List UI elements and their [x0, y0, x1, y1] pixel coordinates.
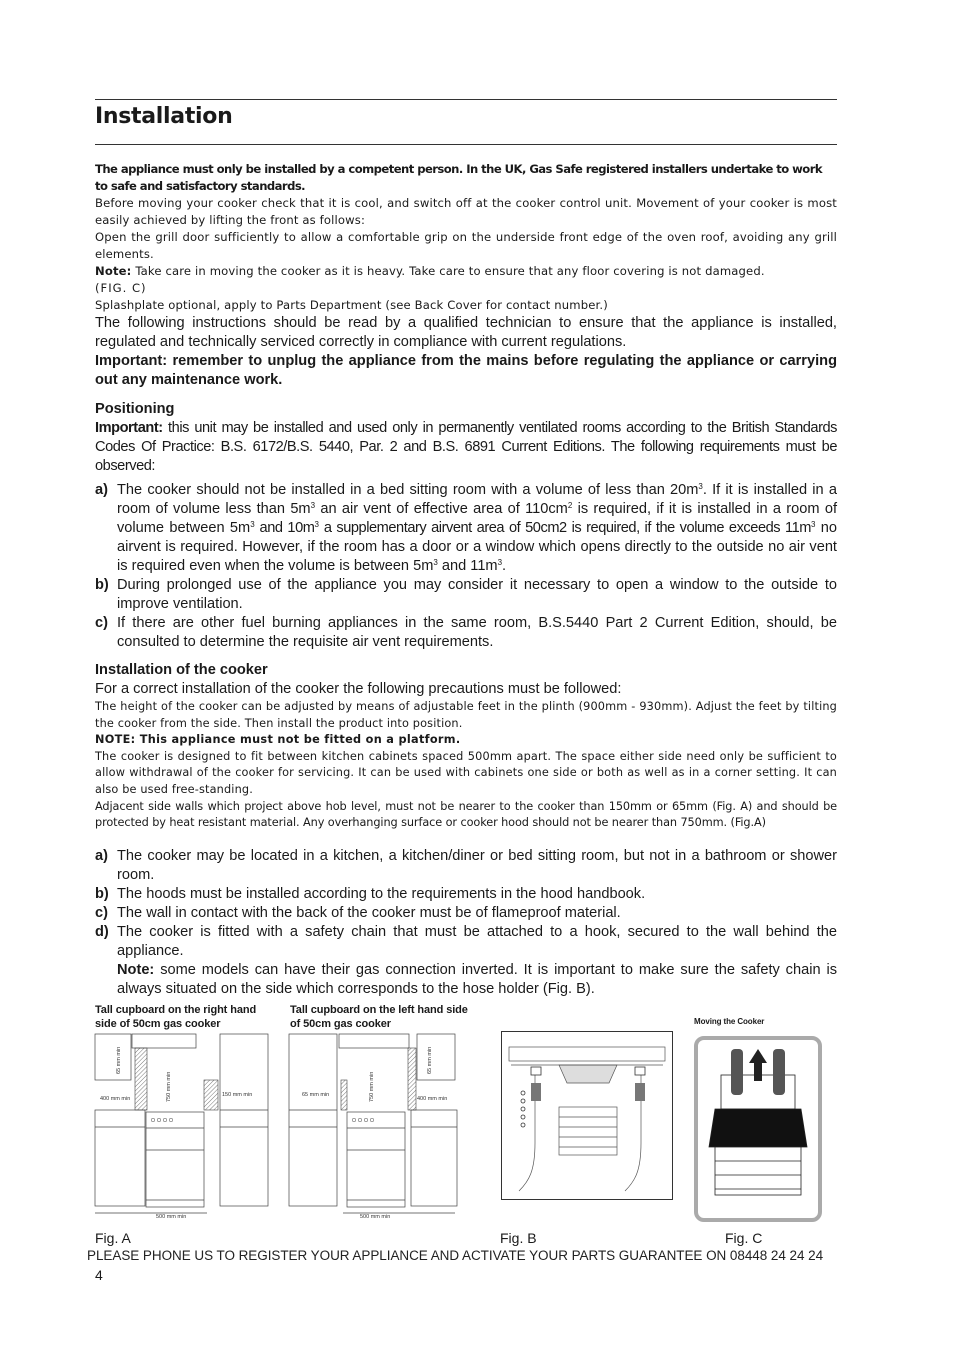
moving-note: [95, 263, 837, 280]
install-d-label: d): [95, 924, 109, 940]
positioning-item-a: [95, 481, 837, 576]
item-a-text-6: a supplementary airvent area of 50cm2 is required, if the volume exceeds 11m: [318, 520, 811, 536]
moving-paragraph: Before moving your cooker check that it is cool, and switch off at the cooker control unit. Movement of your cooker is most easily achieved by lifting the front as follows:: [95, 196, 837, 227]
right-arm: [773, 1049, 785, 1095]
item-a-text-5: and 10m: [254, 520, 315, 536]
top-rule: [95, 99, 837, 100]
superscript: 3: [314, 520, 319, 529]
item-b-text: During prolonged use of the appliance you may consider it necessary to open a window to the outside to improve ventilation.: [117, 577, 837, 612]
item-a-text-4: is required, if it is installed in a room of volume between 5m: [117, 501, 837, 536]
fig-b-label: Fig. B: [500, 1230, 537, 1246]
left-arm: [731, 1049, 743, 1095]
item-a-text-1: The cooker should not be installed in a bed sitting room with a volume of less than 20m: [117, 482, 699, 498]
superscript: 3: [310, 501, 316, 510]
height-paragraph: The height of the cooker can be adjusted by means of adjustable feet in the plinth (900mm - 930mm). Adjust the feet by tilting the cooker from the side. Then install the product into position.: [95, 700, 837, 730]
splashplate-paragraph: Splashplate optional, apply to Parts Department (see Back Cover for contact number.): [95, 298, 608, 312]
dim-label-500: 500 mm min: [156, 1214, 187, 1220]
competent-person-warning: The appliance must only be installed by a competent person. In the UK, Gas Safe registered installers undertake to work to safe and satisfactory standards.: [95, 162, 823, 193]
positioning-important-text: this unit may be installed and used only in permanently ventilated rooms according to the British Standards Codes Of Practice: B.S. 6172/B.S. 5440, Par. 2 and B.S. 6891 Current Editions. The following requirements must be observed:: [95, 420, 838, 474]
dim-label-65: 65 mm min: [427, 1046, 433, 1074]
left-gas-fitting: [531, 1067, 541, 1075]
fig-a-right-diagram: [287, 1032, 467, 1222]
install-d-note: [117, 961, 837, 999]
installation-list: [95, 847, 837, 999]
hood-cabinet: [339, 1034, 409, 1048]
dim-label-750: 750 mm min: [369, 1071, 375, 1102]
fig-c-caption: Moving the Cooker: [694, 1017, 765, 1026]
superscript: 2: [567, 501, 573, 510]
dim-label-400: 400 mm min: [100, 1096, 131, 1102]
item-a-text-9: .: [502, 558, 507, 574]
dim-label-750: 750 mm min: [166, 1071, 172, 1102]
item-c-label: c): [95, 615, 108, 631]
page-title: Installation: [95, 104, 233, 129]
base-cabinet-right: [411, 1110, 457, 1206]
right-gas-fitting: [635, 1067, 645, 1075]
superscript: 3: [250, 520, 255, 529]
fig-c-diagram: [693, 1035, 823, 1223]
installation-item-c: [95, 904, 837, 923]
dim-label-150: 150 mm min: [222, 1092, 253, 1098]
item-a-text-2: . If it is installed in a room of volume less than 5m: [117, 482, 837, 517]
platform-note: NOTE: This appliance must not be fitted on a platform.: [95, 733, 461, 747]
item-a-text-7: no airvent is required. However, if the room has a door or a window which opens directly to the outside no air vent is required even when the volume is between 5m: [117, 520, 837, 574]
install-d-text: The cooker is fitted with a safety chain that must be attached to a hook, secured to the wall behind the appliance.: [117, 924, 837, 959]
fig-c-reference: (FIG. C): [95, 281, 147, 295]
installation-heading: Installation of the cooker: [95, 662, 268, 678]
intro-section: [95, 161, 837, 390]
installation-item-b: [95, 885, 837, 904]
fig-a-left-diagram: [92, 1032, 272, 1222]
install-d-note-text: some models can have their gas connection inverted. It is important to make sure the safety chain is always situated on the side which corresponds to the hose holder (Fig. B).: [117, 962, 837, 997]
tall-cupboard: [289, 1034, 337, 1206]
install-c-text: The wall in contact with the back of the cooker must be of flameproof material.: [117, 905, 621, 921]
installation-item-a: [95, 847, 837, 885]
install-d-note-label: Note:: [117, 962, 155, 978]
superscript: 3: [698, 482, 703, 491]
cooker: [347, 1112, 405, 1207]
install-c-label: c): [95, 905, 108, 921]
dim-label-65: 65 mm min: [116, 1046, 122, 1074]
cabinets-paragraph: The cooker is designed to fit between kitchen cabinets spaced 500mm apart. The space either side need only be sufficient to allow withdrawal of the cooker for servicing. It can be used with cabinets one side or both as well as in a corner setting. It can also be used free-standing.: [95, 749, 837, 796]
moving-note-text: Take care in moving the cooker as it is heavy. Take care to ensure that any floor covering is not damaged.: [135, 264, 765, 278]
item-c-text: If there are other fuel burning appliances in the same room, B.S.5440 Part 2 Current Edition, should, be consulted to determine the requisite air vent requirements.: [117, 615, 837, 650]
superscript: 3: [497, 558, 503, 567]
superscript: 3: [433, 558, 438, 567]
moving-note-label: Note:: [95, 264, 132, 278]
wall-cabinet-right: [417, 1034, 455, 1080]
base-cabinet-left: [95, 1110, 145, 1206]
item-a-text-3: an air vent of effective area of 110cm: [315, 501, 568, 517]
side-walls-paragraph: Adjacent side walls which project above hob level, must not be nearer to the cooker than 150mm or 65mm (Fig. A) and should be protected by heat resistant material. Any overhanging surface or cooker hood should not be nearer than 750mm. (Fig.A): [95, 799, 837, 830]
positioning-section: [95, 400, 837, 652]
positioning-item-c: [95, 614, 837, 652]
fig-a-label: Fig. A: [95, 1230, 131, 1246]
installation-section: [95, 661, 837, 832]
grill-door-paragraph: Open the grill door sufficiently to allow a comfortable grip on the underside front edge of the oven roof, avoiding any grill elements.: [95, 230, 837, 261]
item-a-text-8: and 11m: [437, 558, 498, 574]
item-b-label: b): [95, 577, 109, 593]
item-a-label: a): [95, 482, 108, 498]
unplug-warning: Important: remember to unplug the appliance from the mains before regulating the appliance or carrying out any maintenance work.: [95, 353, 837, 388]
fig-a-right-caption: Tall cupboard on the left hand side of 50cm gas cooker: [290, 1004, 468, 1030]
install-a-label: a): [95, 848, 108, 864]
hood-cabinet: [132, 1034, 196, 1048]
dim-label-500: 500 mm min: [360, 1214, 391, 1220]
fig-c-label: Fig. C: [725, 1230, 763, 1246]
positioning-important: [95, 419, 837, 476]
fig-a-left-caption: Tall cupboard on the right hand side of 50cm gas cooker: [95, 1004, 257, 1030]
dim-label-65-side: 65 mm min: [302, 1092, 330, 1098]
dim-label-400: 400 mm min: [417, 1096, 448, 1102]
wall-cabinet-left: [95, 1034, 131, 1080]
page-number: 4: [95, 1267, 103, 1283]
footer-text: PLEASE PHONE US TO REGISTER YOUR APPLIANCE AND ACTIVATE YOUR PARTS GUARANTEE ON 08448 24 24 24: [87, 1248, 824, 1263]
install-b-text: The hoods must be installed according to the requirements in the hood handbook.: [117, 886, 646, 902]
install-a-text: The cooker may be located in a kitchen, a kitchen/diner or bed sitting room, but not in a bathroom or shower room.: [117, 848, 837, 883]
title-rule: [95, 144, 837, 145]
cooker: [146, 1112, 204, 1207]
superscript: 3: [810, 520, 816, 529]
positioning-heading: Positioning: [95, 401, 175, 417]
fig-b-diagram: [501, 1031, 673, 1201]
positioning-important-label: Important:: [95, 420, 163, 436]
installation-lead: For a correct installation of the cooker the following precautions must be followed:: [95, 681, 622, 697]
installation-item-d: [95, 923, 837, 999]
technician-paragraph: The following instructions should be read by a qualified technician to ensure that the appliance is installed, regulated and technically serviced correctly in compliance with current regulations.: [95, 315, 837, 350]
tall-cupboard: [220, 1034, 268, 1206]
install-b-label: b): [95, 886, 109, 902]
positioning-item-b: [95, 576, 837, 614]
